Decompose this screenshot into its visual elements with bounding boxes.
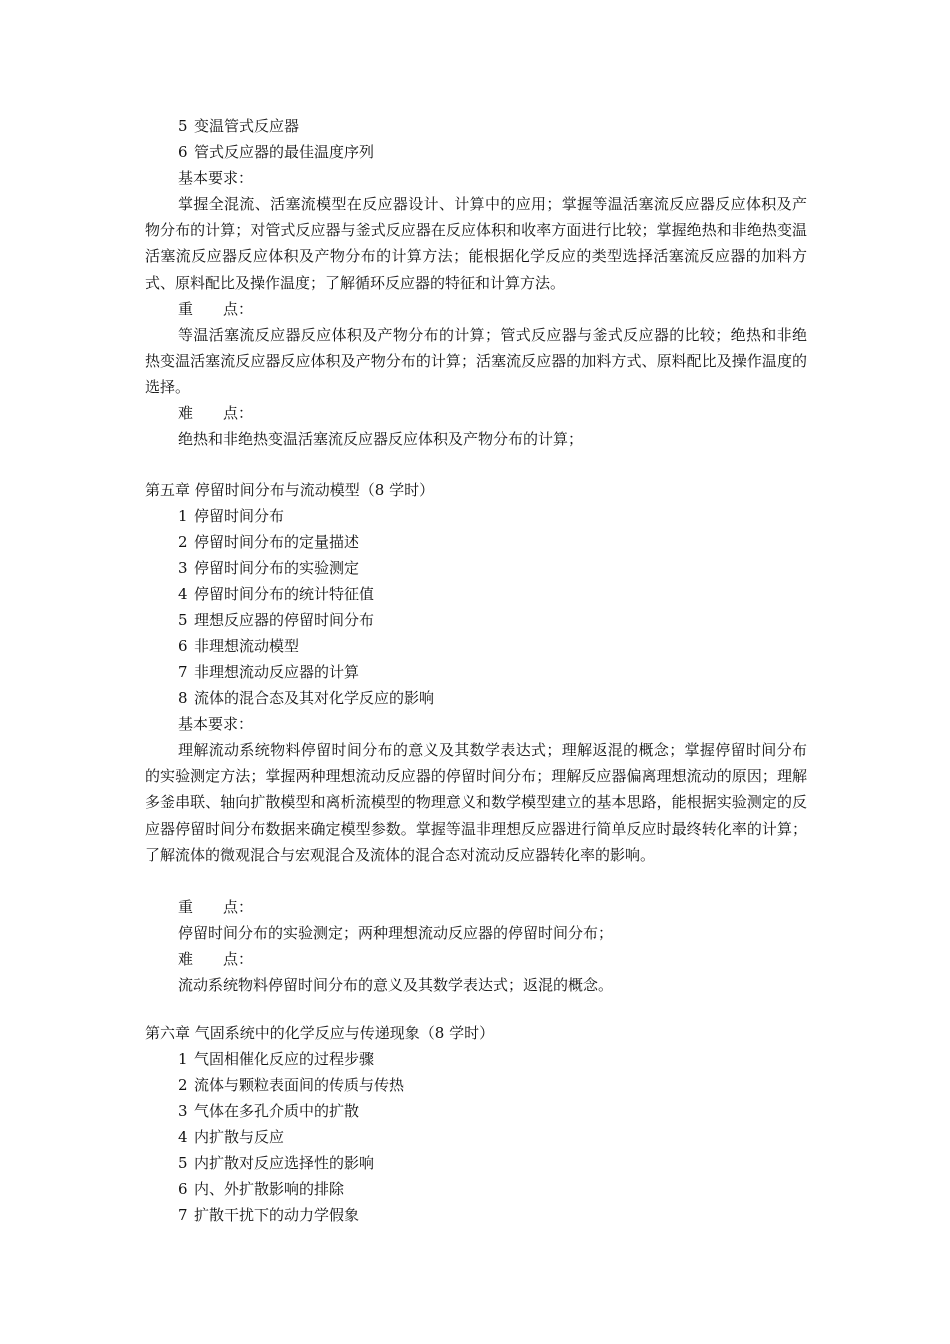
list-item: 4 内扩散与反应 (178, 1128, 285, 1146)
list-item: 8 流体的混合态及其对化学反应的影响 (178, 689, 435, 707)
difficulties-text: 绝热和非绝热变温活塞流反应器反应体积及产物分布的计算； (178, 430, 584, 448)
list-item: 5 内扩散对反应选择性的影响 (178, 1154, 375, 1172)
key-points-label: 重 点： (178, 898, 254, 916)
list-item: 3 气体在多孔介质中的扩散 (178, 1102, 360, 1120)
requirements-label: 基本要求： (178, 715, 254, 733)
list-item: 1 气固相催化反应的过程步骤 (178, 1050, 375, 1068)
key-points-paragraph: 等温活塞流反应器反应体积及产物分布的计算；管式反应器与釜式反应器的比较；绝热和非绝热变温活塞流反应器反应体积及产物分布的计算；活塞流反应器的加料方式、原料配比及操作温度的选择。 (145, 326, 807, 397)
difficulties-label: 难 点： (178, 404, 254, 422)
list-item: 3 停留时间分布的实验测定 (178, 559, 360, 577)
key-points-text: 停留时间分布的实验测定；两种理想流动反应器的停留时间分布； (178, 924, 614, 942)
requirements-paragraph: 掌握全混流、活塞流模型在反应器设计、计算中的应用；掌握等温活塞流反应器反应体积及产物分布的计算；对管式反应器与釜式反应器在反应体积和收率方面进行比较；掌握绝热和非绝热变温活塞流反应器反应体积及产物分布的计算方法；能根据化学反应的类型选择活塞流反应器的加料方式、原料配比及操作温度；了解循环反应器的特征和计算方法。 (145, 195, 807, 292)
requirements-paragraph: 理解流动系统物料停留时间分布的意义及其数学表达式；理解返混的概念；掌握停留时间分布的实验测定方法；掌握两种理想流动反应器的停留时间分布；理解反应器偏离理想流动的原因；理解多釜串联、轴向扩散模型和离析流模型的物理意义和数学模型建立的基本思路，能根据实验测定的反应器停留时间分布数据来确定模型参数。掌握等温非理想反应器进行简单反应时最终转化率的计算；了解流体的微观混合与宏观混合及流体的混合态对流动反应器转化率的影响。 (145, 741, 807, 864)
list-item: 1 停留时间分布 (178, 507, 285, 525)
list-item: 2 流体与颗粒表面间的传质与传热 (178, 1076, 405, 1094)
list-item: 6 内、外扩散影响的排除 (178, 1180, 345, 1198)
chapter-title: 第五章 停留时间分布与流动模型（8 学时） (145, 481, 435, 499)
list-item: 5 变温管式反应器 (178, 117, 300, 135)
list-item: 7 扩散干扰下的动力学假象 (178, 1206, 360, 1224)
difficulties-label: 难 点： (178, 950, 254, 968)
list-item: 7 非理想流动反应器的计算 (178, 663, 360, 681)
requirements-label: 基本要求： (178, 169, 254, 187)
chapter-title: 第六章 气固系统中的化学反应与传递现象（8 学时） (145, 1024, 495, 1042)
key-points-label: 重 点： (178, 300, 254, 318)
list-item: 4 停留时间分布的统计特征值 (178, 585, 375, 603)
list-item: 6 非理想流动模型 (178, 637, 300, 655)
difficulties-text: 流动系统物料停留时间分布的意义及其数学表达式；返混的概念。 (178, 976, 614, 994)
list-item: 6 管式反应器的最佳温度序列 (178, 143, 375, 161)
list-item: 5 理想反应器的停留时间分布 (178, 611, 375, 629)
list-item: 2 停留时间分布的定量描述 (178, 533, 360, 551)
